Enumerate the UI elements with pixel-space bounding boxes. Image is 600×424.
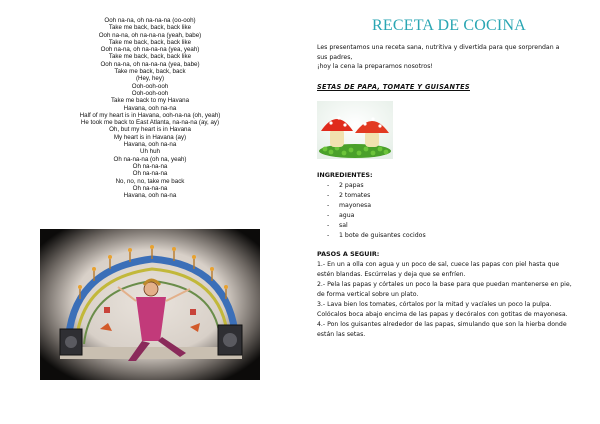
lyric-line: Havana, ooh na-na: [123, 141, 177, 149]
step-line: Colócalos boca abajo encima de las papas y decóralos con gotitas de mayonesa.: [317, 311, 568, 318]
recipe-subtitle: SETAS DE PAPA, TOMATE Y GUISANTES: [317, 83, 470, 91]
lyric-line: Ooh-ooh-ooh: [131, 82, 169, 90]
lyric-line: Ooh na-na, oh na-na-na (yea, yeah): [100, 46, 200, 54]
ingredient-bullet: -: [327, 232, 330, 239]
lyric-line: Take me back, back, back: [114, 68, 186, 76]
lyric-line: Havana, ooh na-na: [123, 104, 177, 112]
ingredient-bullet: -: [327, 202, 330, 209]
lyric-line: My heart is in Havana (ay): [113, 133, 187, 141]
ingredient-item: [327, 181, 426, 191]
lyric-line: Oh na-na-na: [132, 170, 168, 178]
ingredient-bullet: -: [327, 212, 330, 219]
lyric-line: No, no, no, take me back: [115, 177, 185, 185]
childrens-drawing-image: [40, 229, 260, 380]
ingredient-bullet: -: [327, 192, 330, 199]
intro-line: Les presentamos una receta sana, nutritiva y divertida para que sorprendan a: [317, 44, 560, 51]
step-line: 2.- Pela las papas y córtales un poco la base para que puedan mantenerse en pie,: [317, 281, 572, 288]
lyric-line: He took me back to East Atlanta, na-na-na (ay, ay): [80, 119, 220, 127]
lyric-line: Half of my heart is in Havana, ooh-na-na (oh, yeah): [79, 111, 221, 119]
ingredient-label: 2 papas: [339, 182, 364, 189]
ingredient-item: [327, 211, 426, 221]
intro-line: ¡hoy la cena la preparamos nosotros!: [317, 63, 433, 70]
step-line: de forma vertical sobre un plato.: [317, 291, 419, 298]
lyric-line: Ooh na-na, oh na-na-na (yea, babe): [100, 60, 200, 68]
lyric-line: Oh na-na-na (oh na, yeah): [113, 155, 187, 163]
ingredient-item: [327, 231, 426, 241]
lyric-line: Take me back to my Havana: [110, 97, 190, 105]
ingredient-label: 2 tomates: [339, 192, 371, 199]
ingredient-label: mayonesa: [339, 202, 372, 209]
ingredients-heading: INGREDIENTES:: [317, 171, 373, 179]
lyric-line: Take me back, back, back like: [108, 53, 192, 61]
ingredient-label: sal: [339, 222, 348, 229]
lyric-line: Oh na-na-na: [132, 162, 168, 170]
ingredient-label: 1 bote de guisantes cocidos: [339, 232, 426, 239]
lyric-line: Havana, ooh na-na: [123, 192, 177, 200]
photo-illustration: [317, 101, 393, 159]
steps-text: [317, 260, 585, 340]
ingredient-item: [327, 201, 426, 211]
lyric-line: Oh na-na-na: [132, 184, 168, 192]
intro-line: sus padres,: [317, 53, 353, 61]
step-line: están las setas.: [317, 331, 366, 338]
step-line: 3.- Lava bien los tomates, córtalos por la mitad y vacíales un poco la pulpa.: [317, 301, 552, 308]
ingredient-bullet: -: [327, 222, 330, 229]
step-line: estén blandas. Escúrrelas y deja que se enfríen.: [317, 271, 466, 278]
recipe-title: RECETA DE COCINA: [372, 17, 526, 34]
mushroom-dish-photo: [317, 101, 393, 159]
ingredient-label: agua: [339, 212, 355, 219]
steps-heading: PASOS A SEGUIR:: [317, 250, 380, 258]
lyric-line: Ooh-ooh-ooh: [131, 89, 169, 97]
lyric-line: Take me back, back, back like: [108, 24, 192, 32]
step-line: 1.- En un a olla con agua y un poco de sal, cuece las papas con piel hasta que: [317, 261, 560, 268]
ingredients-list: [327, 181, 426, 241]
lyric-line: Uh huh: [140, 148, 160, 156]
song-lyrics: [40, 17, 260, 199]
lyric-line: Oh, but my heart is in Havana: [109, 126, 191, 134]
ingredient-item: [327, 191, 426, 201]
lyric-line: Ooh na-na, oh na-na-na (yeah, babe): [98, 31, 202, 39]
lyric-line: Ooh na-na, oh na-na-na (oo-ooh): [104, 17, 196, 24]
step-line: 4.- Pon los guisantes alrededor de las papas, simulando que son la hierba donde: [317, 321, 567, 328]
lyric-line: Take me back, back, back like: [108, 38, 192, 46]
recipe-intro: [317, 43, 582, 72]
drawing-illustration: [40, 229, 260, 380]
ingredient-bullet: -: [327, 182, 330, 189]
ingredient-item: [327, 221, 426, 231]
lyric-line: (Hey, hey): [135, 75, 165, 83]
